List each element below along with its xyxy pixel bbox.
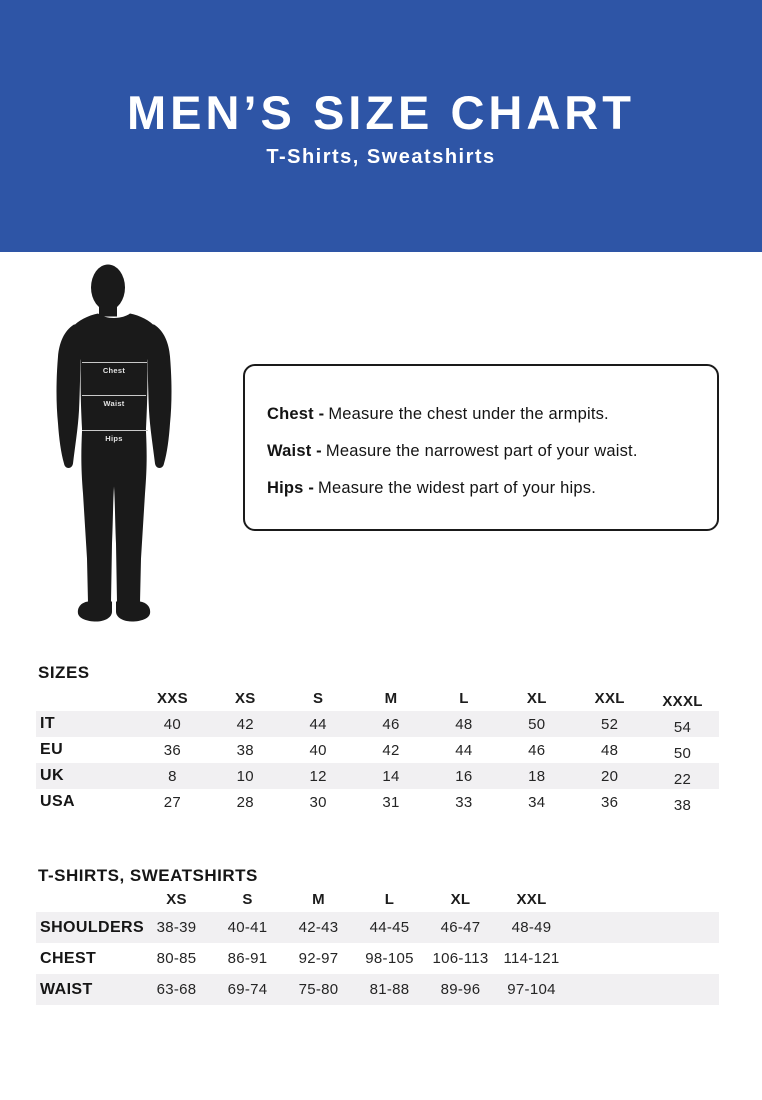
- table-row: [36, 789, 719, 815]
- size-value: 40-41: [227, 919, 268, 936]
- size-value: 89-96: [440, 981, 481, 998]
- size-value: 69-74: [227, 981, 268, 998]
- size-value: 36: [601, 793, 619, 811]
- figure-left-shoe: [78, 602, 112, 622]
- column-header: XS: [235, 689, 256, 707]
- tshirts-table: [36, 887, 719, 1005]
- size-value: 14: [382, 767, 400, 785]
- size-value: 42: [382, 741, 400, 759]
- size-value: 98-105: [365, 950, 414, 967]
- size-value: 33: [455, 793, 473, 811]
- table-row: [36, 912, 719, 943]
- size-value: 12: [309, 767, 327, 785]
- column-header: XL: [526, 689, 547, 707]
- size-value: 36: [163, 741, 182, 759]
- page-title: MEN’S SIZE CHART: [127, 86, 635, 139]
- size-value: 8: [168, 767, 177, 785]
- row-label: EU: [40, 741, 64, 758]
- waist-figure-label: Waist: [103, 399, 125, 408]
- column-header: L: [384, 891, 395, 908]
- guide-line-hips: [267, 470, 707, 507]
- guide-desc-chest: Measure the chest under the armpits.: [328, 405, 609, 423]
- size-value: 114-121: [503, 950, 560, 967]
- table-row: [36, 737, 719, 763]
- guide-line-waist: [267, 433, 707, 470]
- size-value: 20: [601, 767, 619, 785]
- size-value: 97-104: [507, 981, 556, 998]
- column-header: M: [312, 891, 325, 908]
- guide-term-waist: Waist -: [267, 442, 322, 460]
- column-header: XXL: [594, 689, 625, 707]
- size-value: 92-97: [298, 950, 339, 967]
- tshirts-heading: T-SHIRTS, SWEATSHIRTS: [38, 866, 258, 885]
- guide-desc-hips: Measure the widest part of your hips.: [318, 479, 596, 497]
- size-value: 38-39: [156, 919, 197, 936]
- size-value: 46: [528, 741, 546, 759]
- size-value: 10: [236, 767, 254, 785]
- table-row: [36, 943, 719, 974]
- size-value: 42: [236, 715, 254, 733]
- size-value: 31: [382, 793, 400, 811]
- header-banner: [0, 0, 762, 252]
- size-value: 48-49: [511, 919, 552, 936]
- size-value: 34: [528, 793, 546, 811]
- column-header: S: [313, 689, 324, 707]
- guide-term-hips: Hips -: [267, 479, 315, 497]
- size-value: 38: [673, 796, 692, 814]
- size-value: 86-91: [227, 950, 268, 967]
- figure-right-shoe: [116, 602, 150, 622]
- page-subtitle: T-Shirts, Sweatshirts: [266, 146, 496, 169]
- hips-figure-label: Hips: [105, 434, 123, 443]
- size-value: 27: [163, 793, 182, 811]
- column-header: M: [384, 689, 398, 707]
- measurement-guide-box: [243, 364, 719, 531]
- size-value: 80-85: [156, 950, 197, 967]
- size-value: 44-45: [369, 919, 410, 936]
- size-value: 75-80: [298, 981, 339, 998]
- male-figure-silhouette: [52, 258, 176, 624]
- row-label: USA: [40, 793, 75, 810]
- column-header: XL: [450, 891, 471, 908]
- figure-neck: [99, 299, 117, 317]
- column-header: S: [242, 891, 253, 908]
- size-value: 106-113: [432, 950, 489, 967]
- row-label: SHOULDERS: [40, 918, 145, 936]
- size-value: 44: [455, 741, 473, 759]
- column-header: L: [459, 689, 469, 707]
- size-value: 18: [528, 767, 546, 785]
- size-value: 81-88: [369, 981, 410, 998]
- size-value: 22: [673, 770, 692, 788]
- guide-desc-waist: Measure the narrowest part of your waist.: [325, 442, 638, 460]
- size-value: 38: [236, 741, 254, 759]
- size-value: 48: [601, 741, 619, 759]
- size-value: 48: [455, 715, 473, 733]
- column-header: XXXL: [662, 692, 703, 710]
- size-value: 52: [601, 715, 619, 733]
- sizes-heading: SIZES: [38, 663, 90, 682]
- size-value: 16: [455, 767, 473, 785]
- guide-term-chest: Chest -: [267, 405, 325, 423]
- table-row: [36, 974, 719, 1005]
- size-value: 50: [528, 715, 546, 733]
- size-value: 40: [309, 741, 327, 759]
- figure-legs: [81, 432, 146, 603]
- size-value: 44: [309, 715, 327, 733]
- row-label: CHEST: [40, 949, 97, 967]
- size-value: 28: [236, 793, 254, 811]
- size-value: 40: [163, 715, 182, 733]
- row-label: UK: [40, 767, 64, 784]
- header-row: [36, 685, 719, 711]
- column-header: XXS: [156, 689, 188, 707]
- size-value: 30: [309, 793, 327, 811]
- header-row: [36, 887, 719, 912]
- size-value: 42-43: [298, 919, 339, 936]
- guide-line-chest: [267, 396, 707, 433]
- size-value: 54: [673, 718, 692, 736]
- size-value: 46: [382, 715, 400, 733]
- table-row: [36, 711, 719, 737]
- row-label: WAIST: [40, 980, 93, 998]
- size-value: 46-47: [440, 919, 481, 936]
- table-row: [36, 763, 719, 789]
- row-label: IT: [40, 715, 56, 732]
- size-value: 63-68: [156, 981, 197, 998]
- chest-figure-label: Chest: [102, 366, 126, 375]
- sizes-table: [36, 685, 719, 815]
- column-header: XXL: [516, 891, 547, 908]
- size-value: 50: [673, 744, 692, 762]
- column-header: XS: [166, 891, 187, 908]
